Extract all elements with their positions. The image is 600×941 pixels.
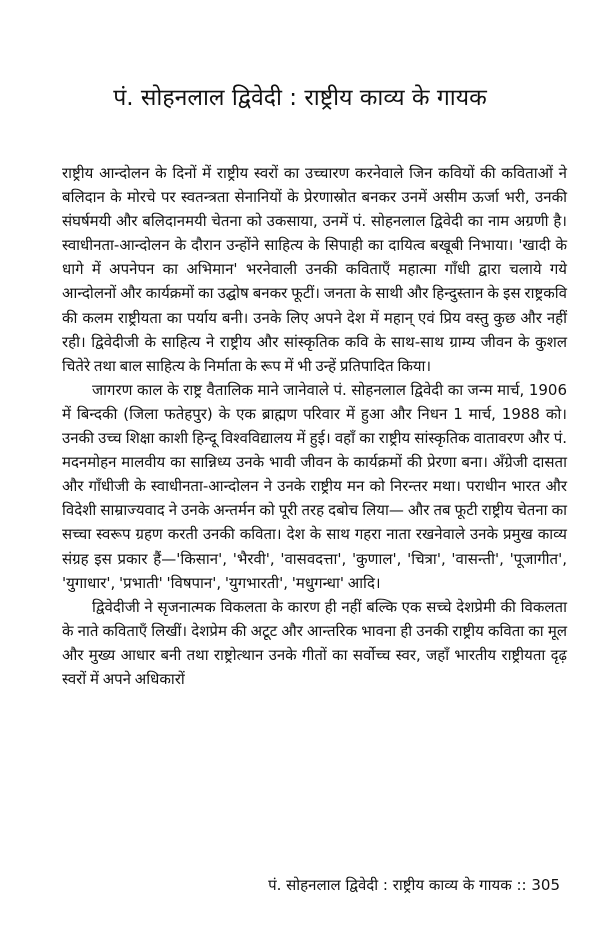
paragraph-2: जागरण काल के राष्ट्र वैतालिक माने जानेवाले पं. सोहनलाल द्विवेदी का जन्म मार्च, 1906 में बिन्दकी (जिला फतेहपुर) के एक ब्राह्मण परिवार में हुआ और निधन 1 मार्च, 1988 को। उनकी उच्च शिक्षा काशी हिन्दू विश्वविद्यालय में हुई। वहाँ का राष्ट्रीय सांस्कृतिक वातावरण और पं. मदनमोहन मालवीय का सान्निध्य उनके भावी जीवन के कार्यक्रमों की प्रेरणा बना। अँग्रेजी दासता और गाँधीजी के स्वाधीनता-आन्दोलन ने उनके राष्ट्रीय मन को निरन्तर मथा। पराधीन भारत और विदेशी साम्राज्यवाद ने उनके अन्तर्मन को पूरी तरह दबोच लिया— और तब फूटी राष्ट्रीय चेतना का सच्चा स्वरूप ग्रहण करती उनकी कविता। देश के साथ गहरा नाता रखनेवाले उनके प्रमुख काव्य संग्रह इस प्रकार हैं—'किसान', 'भैरवी', 'वासवदत्ता', 'कुणाल', 'चित्रा', 'वासन्ती', 'पूजागीत', 'युगाधार', 'प्रभाती' 'विषपान', 'युगभारती', 'मधुगन्धा' आदि।	[62, 380, 567, 592]
paragraph-1: राष्ट्रीय आन्दोलन के दिनों में राष्ट्रीय स्वरों का उच्चारण करनेवाले जिन कवियों की कविताओं ने बलिदान के मोरचे पर स्वतन्त्रता सेनानियों के प्रेरणास्रोत बनकर उनमें असीम ऊर्जा भरी, उनकी संघर्षमयी और बलिदानमयी चेतना को उकसाया, उनमें पं. सोहनलाल द्विवेदी का नाम अग्रणी है। स्वाधीनता-आन्दोलन के दौरान उन्होंने साहित्य के सिपाही का दायित्व बखूबी निभाया। 'खादी के धागे में अपनेपन का अभिमान' भरनेवाली उनकी कविताएँ महात्मा गाँधी द्वारा चलाये गये आन्दोलनों और कार्यक्रमों का उद्घोष बनकर फूटीं। जनता के साथी और हिन्दुस्तान के इस राष्ट्रकवि की कलम राष्ट्रीयता का पर्याय बनी। उनके लिए अपने देश में महान् एवं प्रिय वस्तु कुछ और नहीं रही। द्विवेदीजी के साहित्य ने राष्ट्रीय और सांस्कृतिक कवि के साथ-साथ ग्राम्य जीवन के कुशल चितेरे तथा बाल साहित्य के निर्माता के रूप में भी उन्हें प्रतिपादित किया।	[62, 164, 567, 375]
paragraph-3: द्विवेदीजी ने सृजनात्मक विकलता के कारण ही नहीं बल्कि एक सच्चे देशप्रेमी की विकलता के नाते कविताएँ लिखीं। देशप्रेम की अटूट और आन्तरिक भावना ही उनकी राष्ट्रीय कविता का मूल और मुख्य आधार बनी तथा राष्ट्रोत्थान उनके गीतों का सर्वोच्च स्वर, जहाँ भारतीय राष्ट्रीयता दृढ़ स्वरों में अपने अधिकारों	[62, 597, 567, 688]
body-text	[62, 161, 567, 691]
running-footer: पं. सोहनलाल द्विवेदी : राष्ट्रीय काव्य के गायक :: 305	[268, 876, 560, 894]
chapter-title: पं. सोहनलाल द्विवेदी : राष्ट्रीय काव्य के गायक	[113, 85, 487, 111]
